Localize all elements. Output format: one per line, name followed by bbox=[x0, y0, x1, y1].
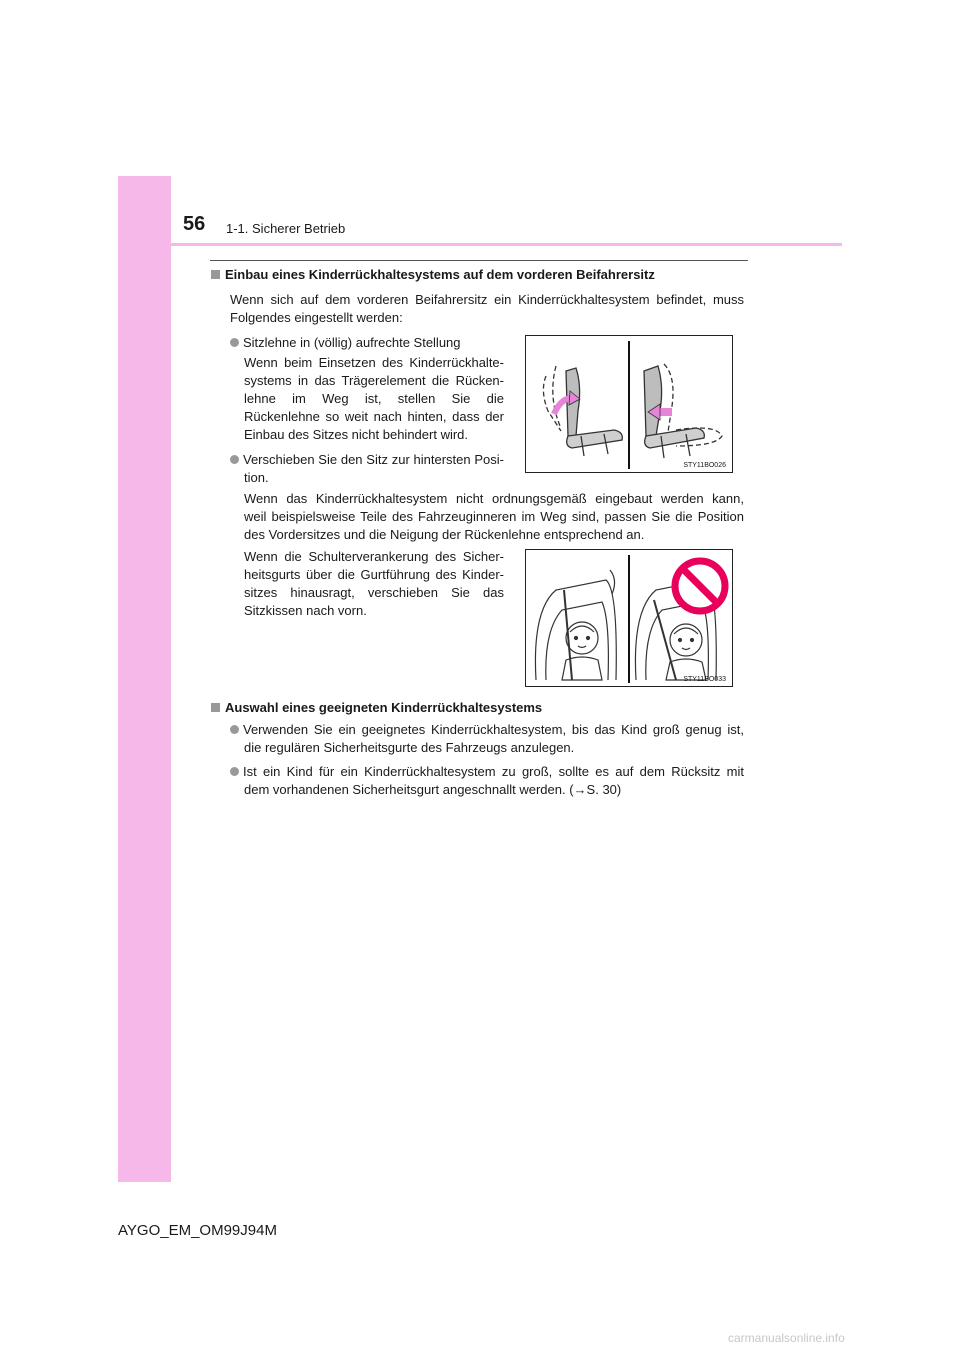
selection-bullet-2-line-2: dem vorhandenen Sicherheitsgurt angeschnallt werden. (→S. 30) bbox=[244, 782, 622, 797]
square-bullet-icon bbox=[211, 270, 220, 279]
figure-code: STY11BO033 bbox=[683, 676, 726, 683]
shoulder-text-4: Sitzkissen nach vorn. bbox=[244, 603, 367, 618]
figure-code: STY11BO026 bbox=[683, 462, 726, 469]
section-divider bbox=[210, 260, 748, 261]
intro-line-2: Folgendes eingestellt werden: bbox=[230, 310, 403, 325]
round-bullet-icon bbox=[230, 767, 239, 776]
figure-shoulder-belt bbox=[525, 549, 733, 687]
backrest-text-2: systems in das Trägerelement die Rücken- bbox=[244, 373, 504, 388]
adjust-text-1: Wenn das Kinderrückhaltesystem nicht ordnungsgemäß eingebaut werden kann, bbox=[244, 491, 744, 506]
reference-arrow-icon: → bbox=[573, 782, 587, 797]
selection-bullet-1: Verwenden Sie ein geeignetes Kinderrückhaltesystem, bis das Kind groß genug ist, bbox=[230, 720, 744, 740]
adjust-text-3: des Vordersitzes und die Neigung der Rückenlehne entsprechend an. bbox=[244, 527, 645, 542]
section-title: 1-1. Sicherer Betrieb bbox=[226, 221, 346, 236]
figure-seat-backrest bbox=[525, 335, 733, 473]
round-bullet-icon bbox=[230, 725, 239, 734]
shoulder-text-3: sitzes hinausragt, verschieben Sie das bbox=[244, 585, 504, 600]
seat-rearmost-line-2: tion. bbox=[244, 470, 269, 485]
backrest-text-3: lehne im Weg ist, stellen Sie die bbox=[244, 391, 504, 406]
shoulder-text-1: Wenn die Schulterverankerung des Sicher- bbox=[244, 549, 504, 564]
round-bullet-icon bbox=[230, 455, 239, 464]
chapter-sidebar bbox=[118, 176, 171, 1182]
selection-bullet-2: Ist ein Kind für ein Kinderrückhaltesystem zu groß, sollte es auf dem Rücksitz mit bbox=[230, 762, 744, 782]
page-reference-link[interactable]: S. 30) bbox=[586, 782, 622, 797]
round-bullet-icon bbox=[230, 338, 239, 347]
selection-bullet-1-line-2: die regulären Sicherheitsgurte des Fahrzeugs anzulegen. bbox=[244, 740, 575, 755]
section-heading-front-seat: Einbau eines Kinderrückhaltesystems auf dem vorderen Beifahrersitz bbox=[211, 265, 655, 285]
backrest-text-5: Einbau des Sitzes nicht behindert wird. bbox=[244, 427, 469, 442]
page-number: 56 bbox=[183, 213, 206, 235]
backrest-text-4: Rückenlehne so weit nach hinten, dass der bbox=[244, 409, 504, 424]
header-rule bbox=[118, 243, 842, 246]
document-code-footer: AYGO_EM_OM99J94M bbox=[118, 1222, 277, 1239]
intro-line-1: Wenn sich auf dem vorderen Beifahrersitz ein Kinderrückhaltesystem befindet, muss bbox=[230, 292, 744, 307]
shoulder-text-2: heitsgurts über die Gurtführung des Kinder- bbox=[244, 567, 504, 582]
section-heading-selection: Auswahl eines geeigneten Kinderrückhaltesystems bbox=[211, 698, 542, 718]
square-bullet-icon bbox=[211, 703, 220, 712]
backrest-text-1: Wenn beim Einsetzen des Kinderrückhalte- bbox=[244, 355, 504, 370]
bullet-seat-rearmost: Verschieben Sie den Sitz zur hintersten Posi- bbox=[230, 450, 504, 470]
adjust-text-2: weil beispielsweise Teile des Fahrzeuginneren im Weg sind, passen Sie die Position bbox=[244, 509, 744, 524]
bullet-upright-backrest: Sitzlehne in (völlig) aufrechte Stellung bbox=[230, 333, 461, 353]
watermark: carmanualsonline.info bbox=[728, 1331, 845, 1345]
